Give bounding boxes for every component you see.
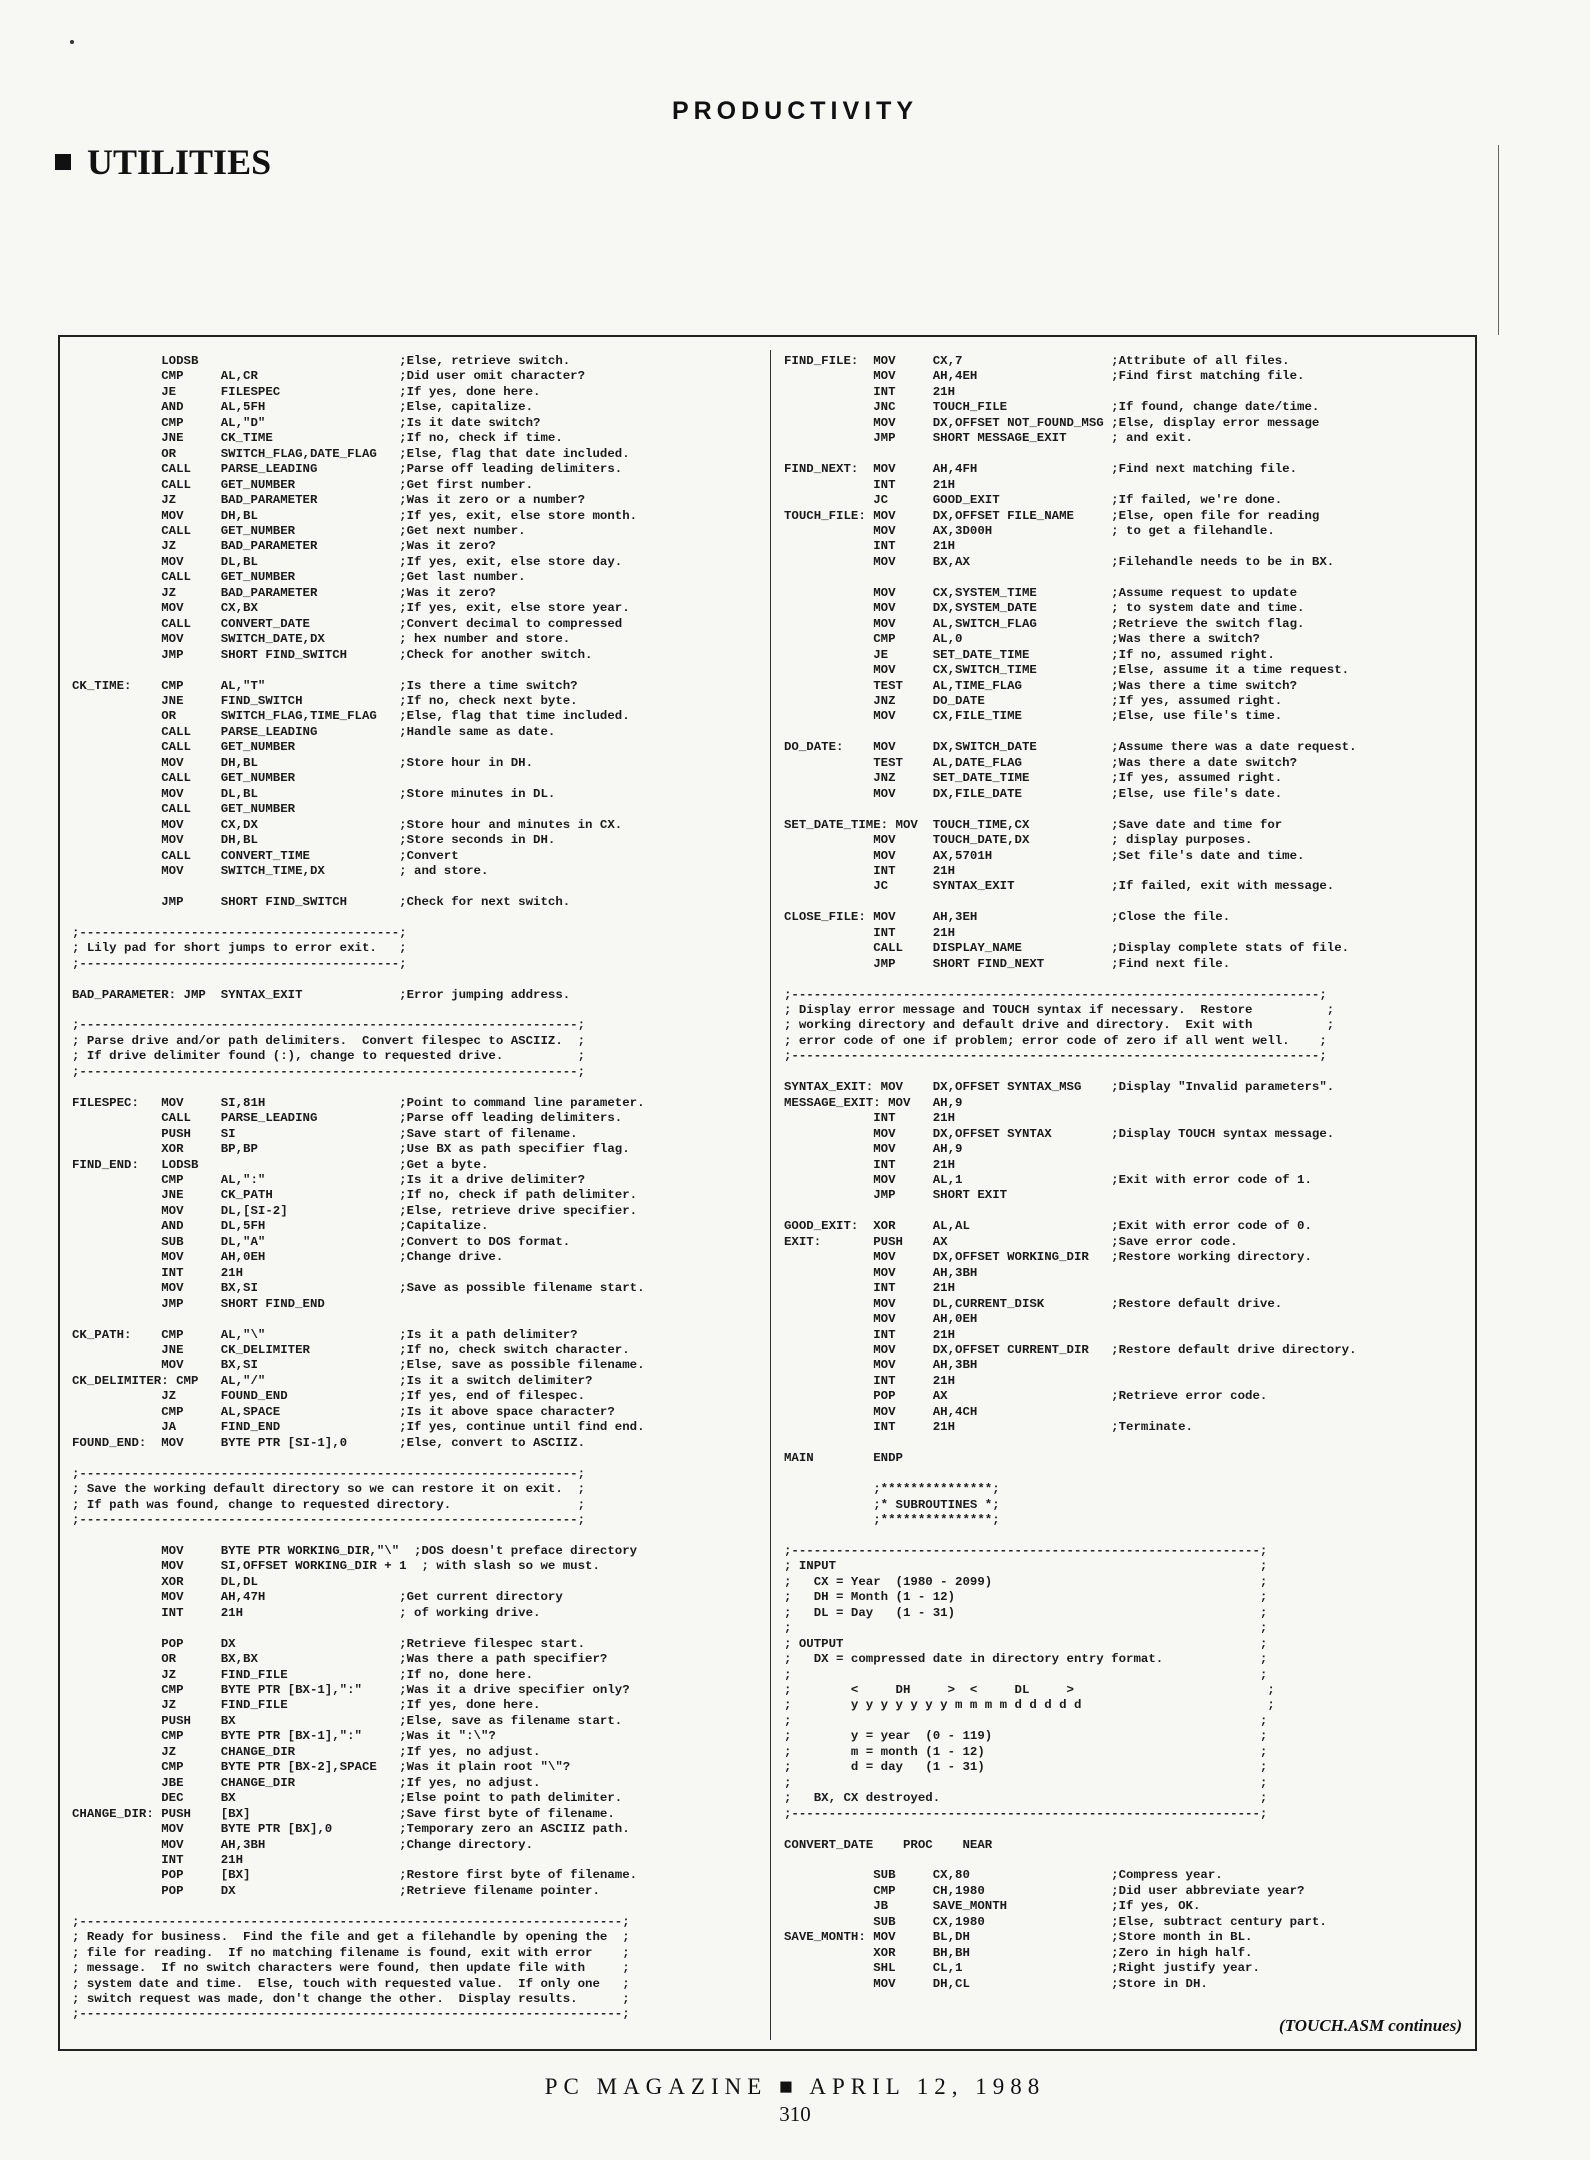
section-label: PRODUCTIVITY xyxy=(671,97,919,125)
continues-note: (TOUCH.ASM continues) xyxy=(1279,2016,1462,2035)
square-bullet-icon xyxy=(55,154,71,170)
magazine-footer: PC MAGAZINE ■ APRIL 12, 1988 xyxy=(544,2074,1046,2099)
code-listing-left-column: LODSB ;Else, retrieve switch. CMP AL,CR ;Did user omit character? JE FILESPEC ;If yes, done here. AND AL,5FH ;Else, capitalize. CMP AL,"D" ;Is it date switch? JNE CK_TIME ;If no, check if time. OR SWITCH_FLAG,DATE_FLAG ;Else, flag that date included. CALL PARSE_LEADING ;Parse off leading delimiters. CALL GET_NUMBER ;Get first number. JZ BAD_PARAMETER ;Was it zero or a number? MOV DH,BL ;If yes, exit, else store month. CALL GET_NUMBER ;Get next number. JZ BAD_PARAMETER ;Was it zero? MOV DL,BL ;If yes, exit, else store day. CALL GET_NUMBER ;Get last number. JZ BAD_PARAMETER ;Was it zero? MOV CX,BX ;If yes, exit, else store year. CALL CONVERT_DATE ;Convert decimal to compressed MOV SWITCH_DATE,DX ; hex number and store. JMP SHORT FIND_SWITCH ;Check for another switch. CK_TIME: CMP AL,"T" ;Is there a time switch? JNE FIND_SWITCH ;If no, check next byte. OR SWITCH_FLAG,TIME_FLAG ;Else, flag that time included. CALL PARSE_LEADING ;Handle same as date. CALL GET_NUMBER MOV DH,BL ;Store hour in DH. CALL GET_NUMBER MOV DL,BL ;Store minutes in DL. CALL GET_NUMBER MOV CX,DX ;Store hour and minutes in CX. MOV DH,BL ;Store seconds in DH. CALL CONVERT_TIME ;Convert MOV SWITCH_TIME,DX ; and store. JMP SHORT FIND_SWITCH ;Check for next switch. ;-------------------------------------------; ; Lily pad for short jumps to error exit. ; ;-------------------------------------------; BAD_PARAMETER: JMP SYNTAX_EXIT ;Error jumping address. ;-------------------------------------------------------------------; ; Parse drive and/or path delimiters. Convert filespec to ASCIIZ. ; ; If drive delimiter found (:), change to requested drive. ; ;-------------------------------------------------------------------; FILESPEC: MOV SI,81H ;Point to command line parameter. CALL PARSE_LEADING ;Parse off leading delimiters. PUSH SI ;Save start of filename. XOR BP,BP ;Use BX as path specifier flag. FIND_END: LODSB ;Get a byte. CMP AL,":" ;Is it a drive delimiter? JNE CK_PATH ;If no, check if path delimiter. MOV DL,[SI-2] ;Else, retrieve drive specifier. AND DL,5FH ;Capitalize. SUB DL,"A" ;Convert to DOS format. MOV AH,0EH ;Change drive. INT 21H MOV BX,SI ;Save as possible filename start. JMP SHORT FIND_END CK_PATH: CMP AL,"\" ;Is it a path delimiter? JNE CK_DELIMITER ;If no, check switch character. MOV BX,SI ;Else, save as possible filename. CK_DELIMITER: CMP AL,"/" ;Is it a switch delimiter? JZ FOUND_END ;If yes, end of filespec. CMP AL,SPACE ;Is it above space character? JA FIND_END ;If yes, continue until find end. FOUND_END: MOV BYTE PTR [SI-1],0 ;Else, convert to ASCIIZ. ;-------------------------------------------------------------------; ; Save the working default directory so we can restore it on exit. ; ; If path was found, change to requested directory. ; ;-------------------------------------------------------------------; MOV BYTE PTR WORKING_DIR,"\" ;DOS doesn't preface directory MOV SI,OFFSET WORKING_DIR + 1 ; with slash so we must. XOR DL,DL MOV AH,47H ;Get current directory INT 21H ; of working drive. POP DX ;Retrieve filespec start. OR BX,BX ;Was there a path specifier? JZ FIND_FILE ;If no, done here. CMP BYTE PTR [BX-1],":" ;Was it a drive specifier only? JZ FIND_FILE ;If yes, done here. PUSH BX ;Else, save as filename start. CMP BYTE PTR [BX-1],":" ;Was it ":\"? JZ CHANGE_DIR ;If yes, no adjust. CMP BYTE PTR [BX-2],SPACE ;Was it plain root "\"? JBE CHANGE_DIR ;If yes, no adjust. DEC BX ;Else point to path delimiter. CHANGE_DIR: PUSH [BX] ;Save first byte of filename. MOV BYTE PTR [BX],0 ;Temporary zero an ASCIIZ path. MOV AH,3BH ;Change directory. INT 21H POP [BX] ;Restore first byte of filename. POP DX ;Retrieve filename pointer. ;-------------------------------------------------------------------------; ; Ready for business. Find the file and get a filehandle by opening the ; ; file for reading. If no matching filename is found, exit with error ; ; message. If no switch characters were found, then update file with ; ; system date and time. Else, touch with requested value. If only one ; ; switch request was made, don't change the other. Display results. ; ;-------------------------------------------------------------------------; xyxy=(72,354,645,2022)
page-number: 310 xyxy=(779,2102,811,2126)
department-title-text: UTILITIES xyxy=(87,142,272,182)
column-divider xyxy=(770,350,771,2040)
code-listing-right-column: FIND_FILE: MOV CX,7 ;Attribute of all files. MOV AH,4EH ;Find first matching file. INT 21H JNC TOUCH_FILE ;If found, change date/time. MOV DX,OFFSET NOT_FOUND_MSG ;Else, display error message JMP SHORT MESSAGE_EXIT ; and exit. FIND_NEXT: MOV AH,4FH ;Find next matching file. INT 21H JC GOOD_EXIT ;If failed, we're done. TOUCH_FILE: MOV DX,OFFSET FILE_NAME ;Else, open file for reading MOV AX,3D00H ; to get a filehandle. INT 21H MOV BX,AX ;Filehandle needs to be in BX. MOV CX,SYSTEM_TIME ;Assume request to update MOV DX,SYSTEM_DATE ; to system date and time. MOV AL,SWITCH_FLAG ;Retrieve the switch flag. CMP AL,0 ;Was there a switch? JE SET_DATE_TIME ;If no, assumed right. MOV CX,SWITCH_TIME ;Else, assume it a time request. TEST AL,TIME_FLAG ;Was there a time switch? JNZ DO_DATE ;If yes, assumed right. MOV CX,FILE_TIME ;Else, use file's time. DO_DATE: MOV DX,SWITCH_DATE ;Assume there was a date request. TEST AL,DATE_FLAG ;Was there a date switch? JNZ SET_DATE_TIME ;If yes, assumed right. MOV DX,FILE_DATE ;Else, use file's date. SET_DATE_TIME: MOV TOUCH_TIME,CX ;Save date and time for MOV TOUCH_DATE,DX ; display purposes. MOV AX,5701H ;Set file's date and time. INT 21H JC SYNTAX_EXIT ;If failed, exit with message. CLOSE_FILE: MOV AH,3EH ;Close the file. INT 21H CALL DISPLAY_NAME ;Display complete stats of file. JMP SHORT FIND_NEXT ;Find next file. ;-----------------------------------------------------------------------; ; Display error message and TOUCH syntax if necessary. Restore ; ; working directory and default drive and directory. Exit with ; ; error code of one if problem; error code of zero if all went well. ; ;-----------------------------------------------------------------------; SYNTAX_EXIT: MOV DX,OFFSET SYNTAX_MSG ;Display "Invalid parameters". MESSAGE_EXIT: MOV AH,9 INT 21H MOV DX,OFFSET SYNTAX ;Display TOUCH syntax message. MOV AH,9 INT 21H MOV AL,1 ;Exit with error code of 1. JMP SHORT EXIT GOOD_EXIT: XOR AL,AL ;Exit with error code of 0. EXIT: PUSH AX ;Save error code. MOV DX,OFFSET WORKING_DIR ;Restore working directory. MOV AH,3BH INT 21H MOV DL,CURRENT_DISK ;Restore default drive. MOV AH,0EH INT 21H MOV DX,OFFSET CURRENT_DIR ;Restore default drive directory. MOV AH,3BH INT 21H POP AX ;Retrieve error code. MOV AH,4CH INT 21H ;Terminate. MAIN ENDP ;***************; ;* SUBROUTINES *; ;***************; ;---------------------------------------------------------------; ; INPUT ; ; CX = Year (1980 - 2099) ; ; DH = Month (1 - 12) ; ; DL = Day (1 - 31) ; ; ; ; OUTPUT ; ; DX = compressed date in directory entry format. ; ; ; ; < DH > < DL > ; ; y y y y y y y m m m m d d d d d ; ; ; ; y = year (0 - 119) ; ; m = month (1 - 12) ; ; d = day (1 - 31) ; ; ; ; BX, CX destroyed. ; ;---------------------------------------------------------------; CONVERT_DATE PROC NEAR SUB CX,80 ;Compress year. CMP CH,1980 ;Did user abbreviate year? JB SAVE_MONTH ;If yes, OK. SUB CX,1980 ;Else, subtract century part. SAVE_MONTH: MOV BL,DH ;Store month in BL. XOR BH,BH ;Zero in high half. SHL CL,1 ;Right justify year. MOV DH,CL ;Store in DH. xyxy=(784,354,1357,1991)
speck-mark xyxy=(70,40,74,44)
department-title xyxy=(55,141,271,183)
margin-rule xyxy=(1498,145,1499,335)
